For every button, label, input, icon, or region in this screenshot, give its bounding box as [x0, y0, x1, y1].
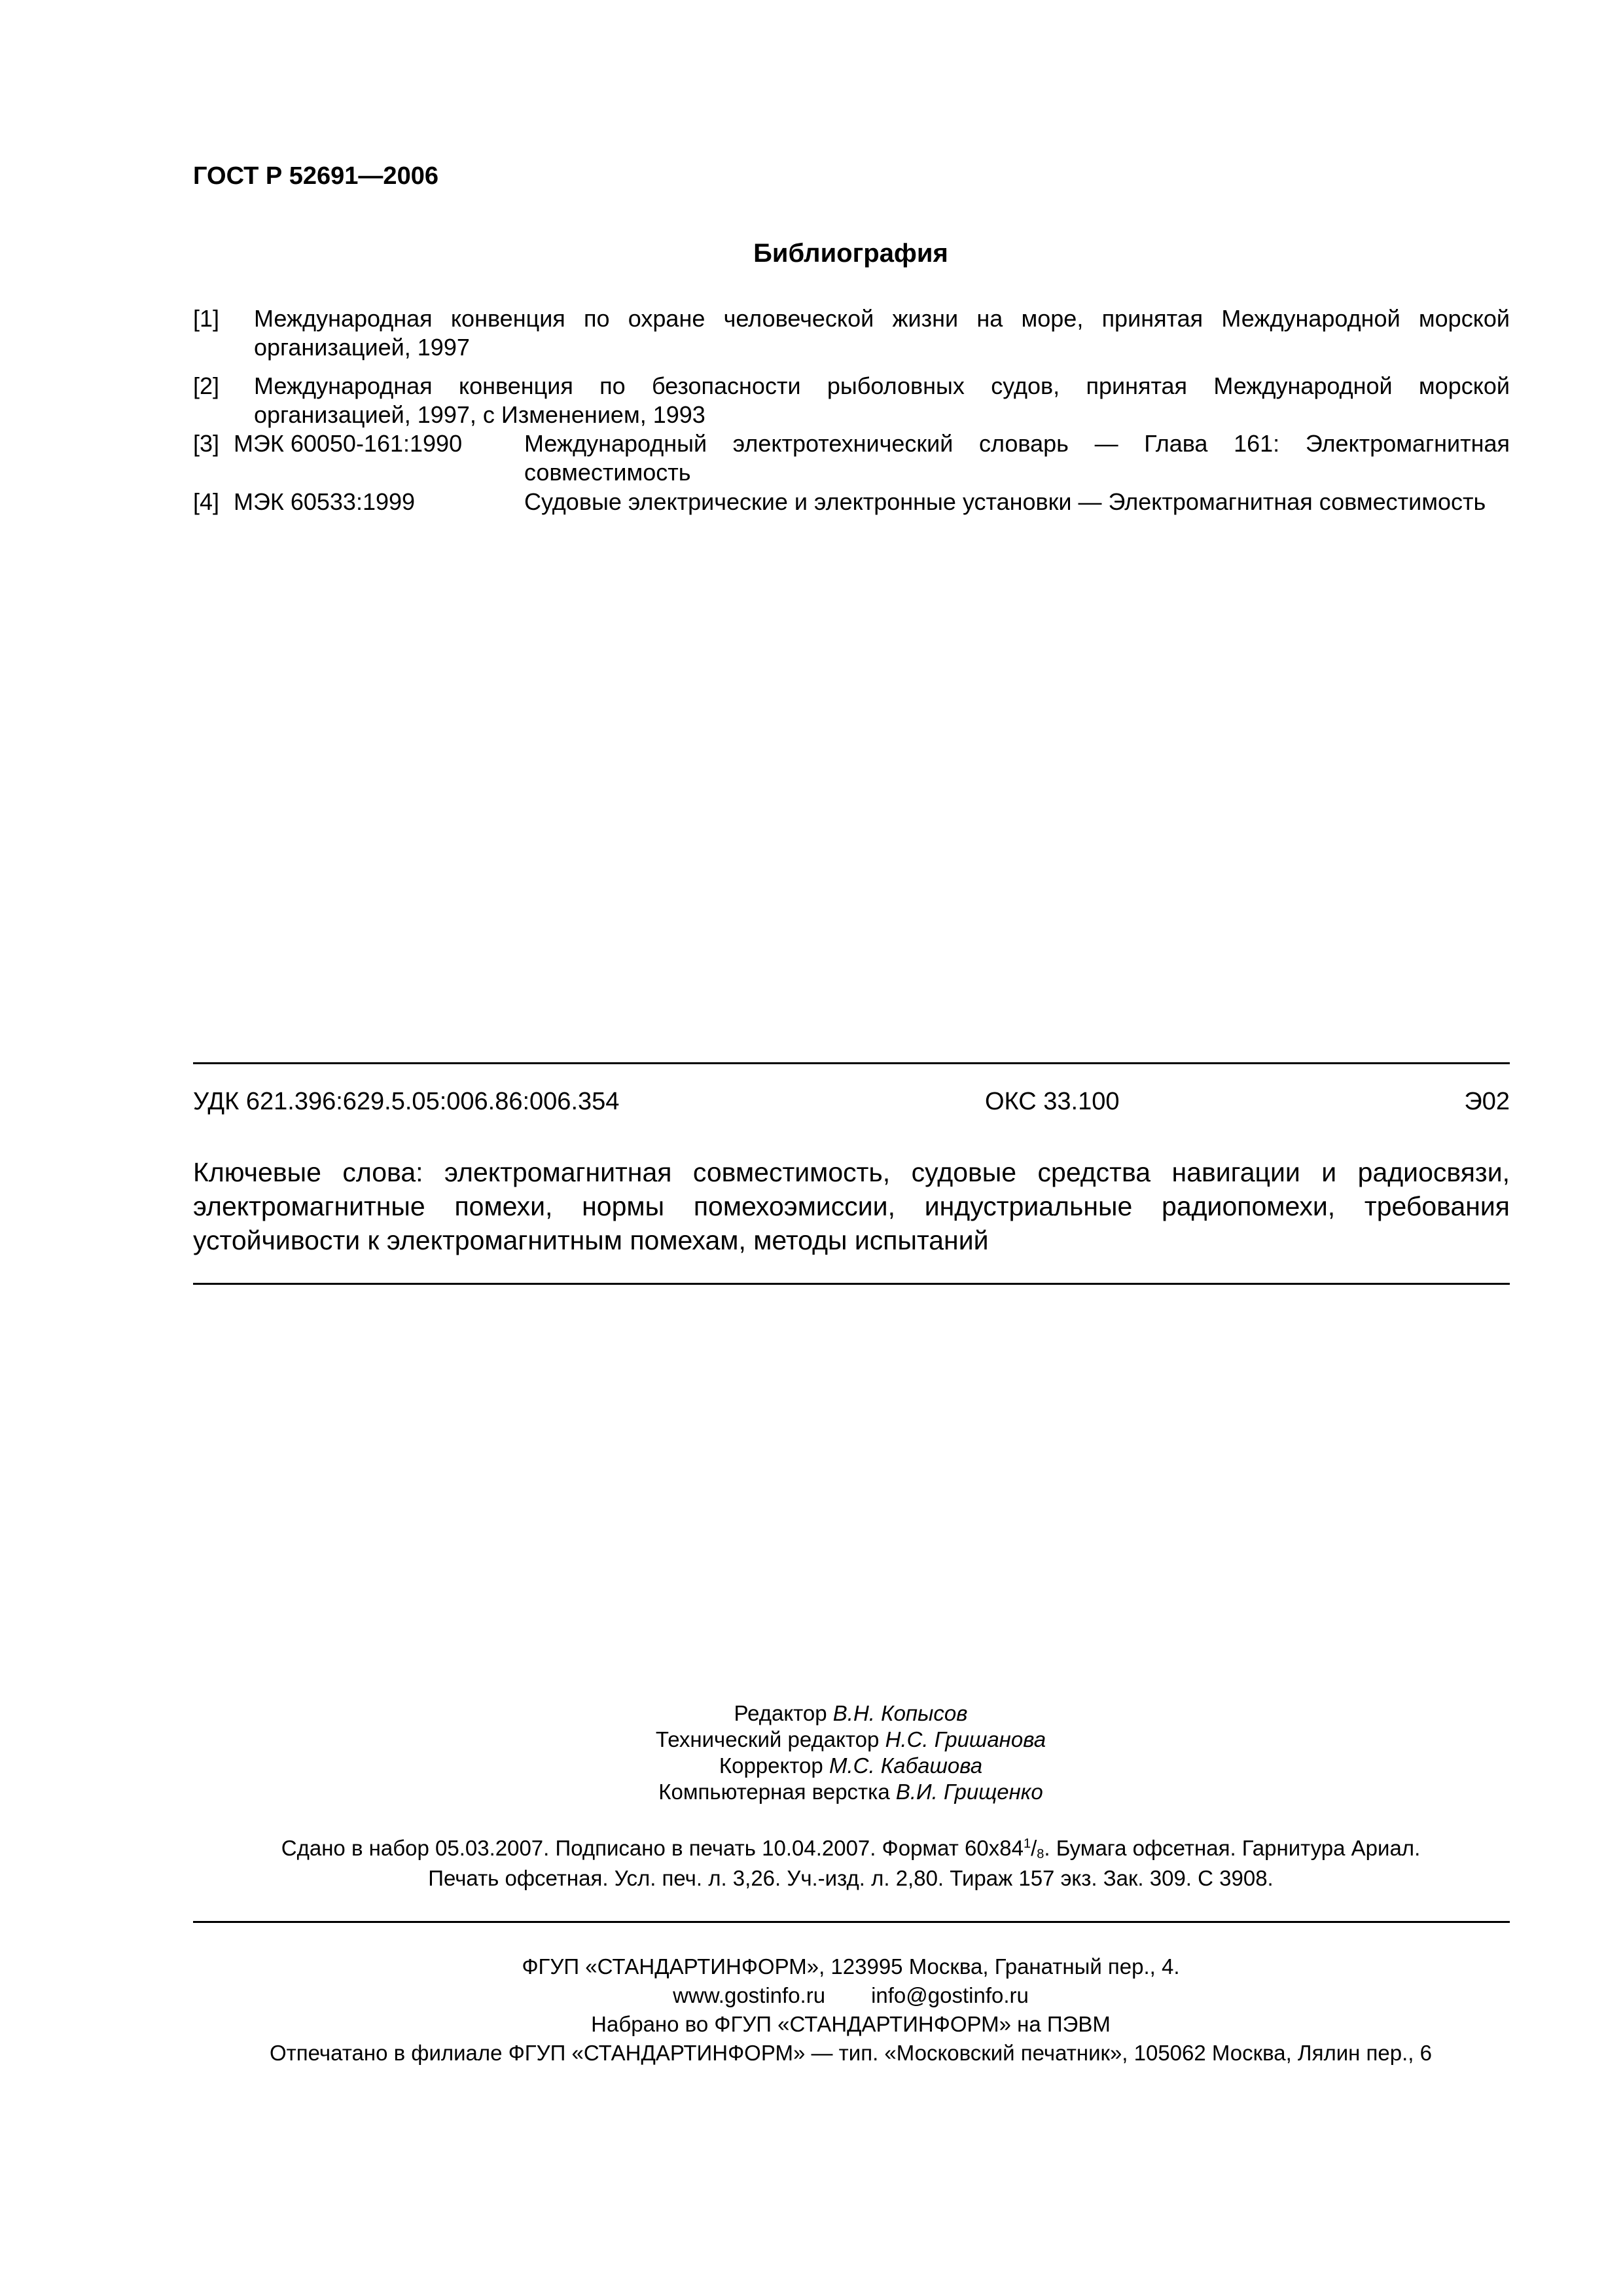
group-code: Э02	[1464, 1088, 1510, 1115]
staff-tech-editor: Технический редактор Н.С. Гришанова	[655, 1727, 1046, 1751]
bibliography-item	[193, 304, 1510, 363]
publisher-address: ФГУП «СТАНДАРТИНФОРМ», 123995 Москва, Гранатный пер., 4.	[522, 1954, 1180, 1979]
bibliography-item-number: [4]	[193, 488, 220, 515]
bibliography-item-text: Международный электротехнический словарь — Глава 161: Электромагнитная совместимость	[524, 430, 1510, 486]
divider-bottom	[193, 1283, 1510, 1285]
staff-proofreader: Корректор М.С. Кабашова	[719, 1753, 983, 1778]
publisher-website-link[interactable]: www.gostinfo.ru	[673, 1983, 826, 2007]
bibliography-item-text: Международная конвенция по охране человеческой жизни на море, принятая Международной морской организацией, 1997	[254, 305, 1510, 361]
staff-editor: Редактор В.Н. Копысов	[734, 1701, 968, 1725]
divider-publisher	[193, 1921, 1510, 1923]
bibliography-item-text: Судовые электрические и электронные установки — Электромагнитная совместимость	[524, 488, 1486, 515]
keywords: Ключевые слова: электромагнитная совместимость, судовые средства навигации и радиосвязи, электромагнитные помехи, нормы помехоэмиссии, индустриальные радиопомехи, требования устойчивости к электромагнитным помехам, методы испытаний	[193, 1157, 1510, 1255]
bibliography-item	[193, 488, 1510, 547]
bibliography-item-code: МЭК 60533:1999	[234, 488, 416, 515]
publisher-printed: Отпечатано в филиале ФГУП «СТАНДАРТИНФОРМ» — тип. «Московский печатник», 105062 Москва, Лялин пер., 6	[270, 2041, 1432, 2065]
publisher-email-link[interactable]: info@gostinfo.ru	[871, 1983, 1029, 2007]
bibliography-item-number: [3]	[193, 430, 220, 457]
bibliography-item-number: [2]	[193, 372, 220, 399]
bibliography-title: Библиография	[753, 239, 948, 268]
bibliography-item	[193, 372, 1510, 431]
bibliography-item	[193, 429, 1510, 488]
bibliography-item-text: Международная конвенция по безопасности рыболовных судов, принятая Международной морской организацией, 1997, с Изменением, 1993	[254, 372, 1510, 428]
print-info-line-2: Печать офсетная. Усл. печ. л. 3,26. Уч.-изд. л. 2,80. Тираж 157 экз. Зак. 309. С 3908.	[428, 1866, 1274, 1890]
staff-layout: Компьютерная верстка В.И. Грищенко	[658, 1780, 1043, 1804]
publisher-contacts	[0, 1981, 1623, 2010]
document-code: ГОСТ Р 52691—2006	[193, 162, 438, 190]
divider-top	[193, 1062, 1510, 1064]
bibliography-item-code: МЭК 60050-161:1990	[234, 430, 463, 457]
udk-code: УДК 621.396:629.5.05:006.86:006.354	[193, 1088, 620, 1115]
oks-code: ОКС 33.100	[985, 1088, 1120, 1115]
publisher-typeset: Набрано во ФГУП «СТАНДАРТИНФОРМ» на ПЭВМ	[591, 2012, 1111, 2036]
print-info-line-1: Сдано в набор 05.03.2007. Подписано в печать 10.04.2007. Формат $60х84^1/_8$. Бумага офсетная. Гарнитура Ариал.	[281, 1836, 1421, 1861]
bibliography-item-number: [1]	[193, 305, 220, 332]
